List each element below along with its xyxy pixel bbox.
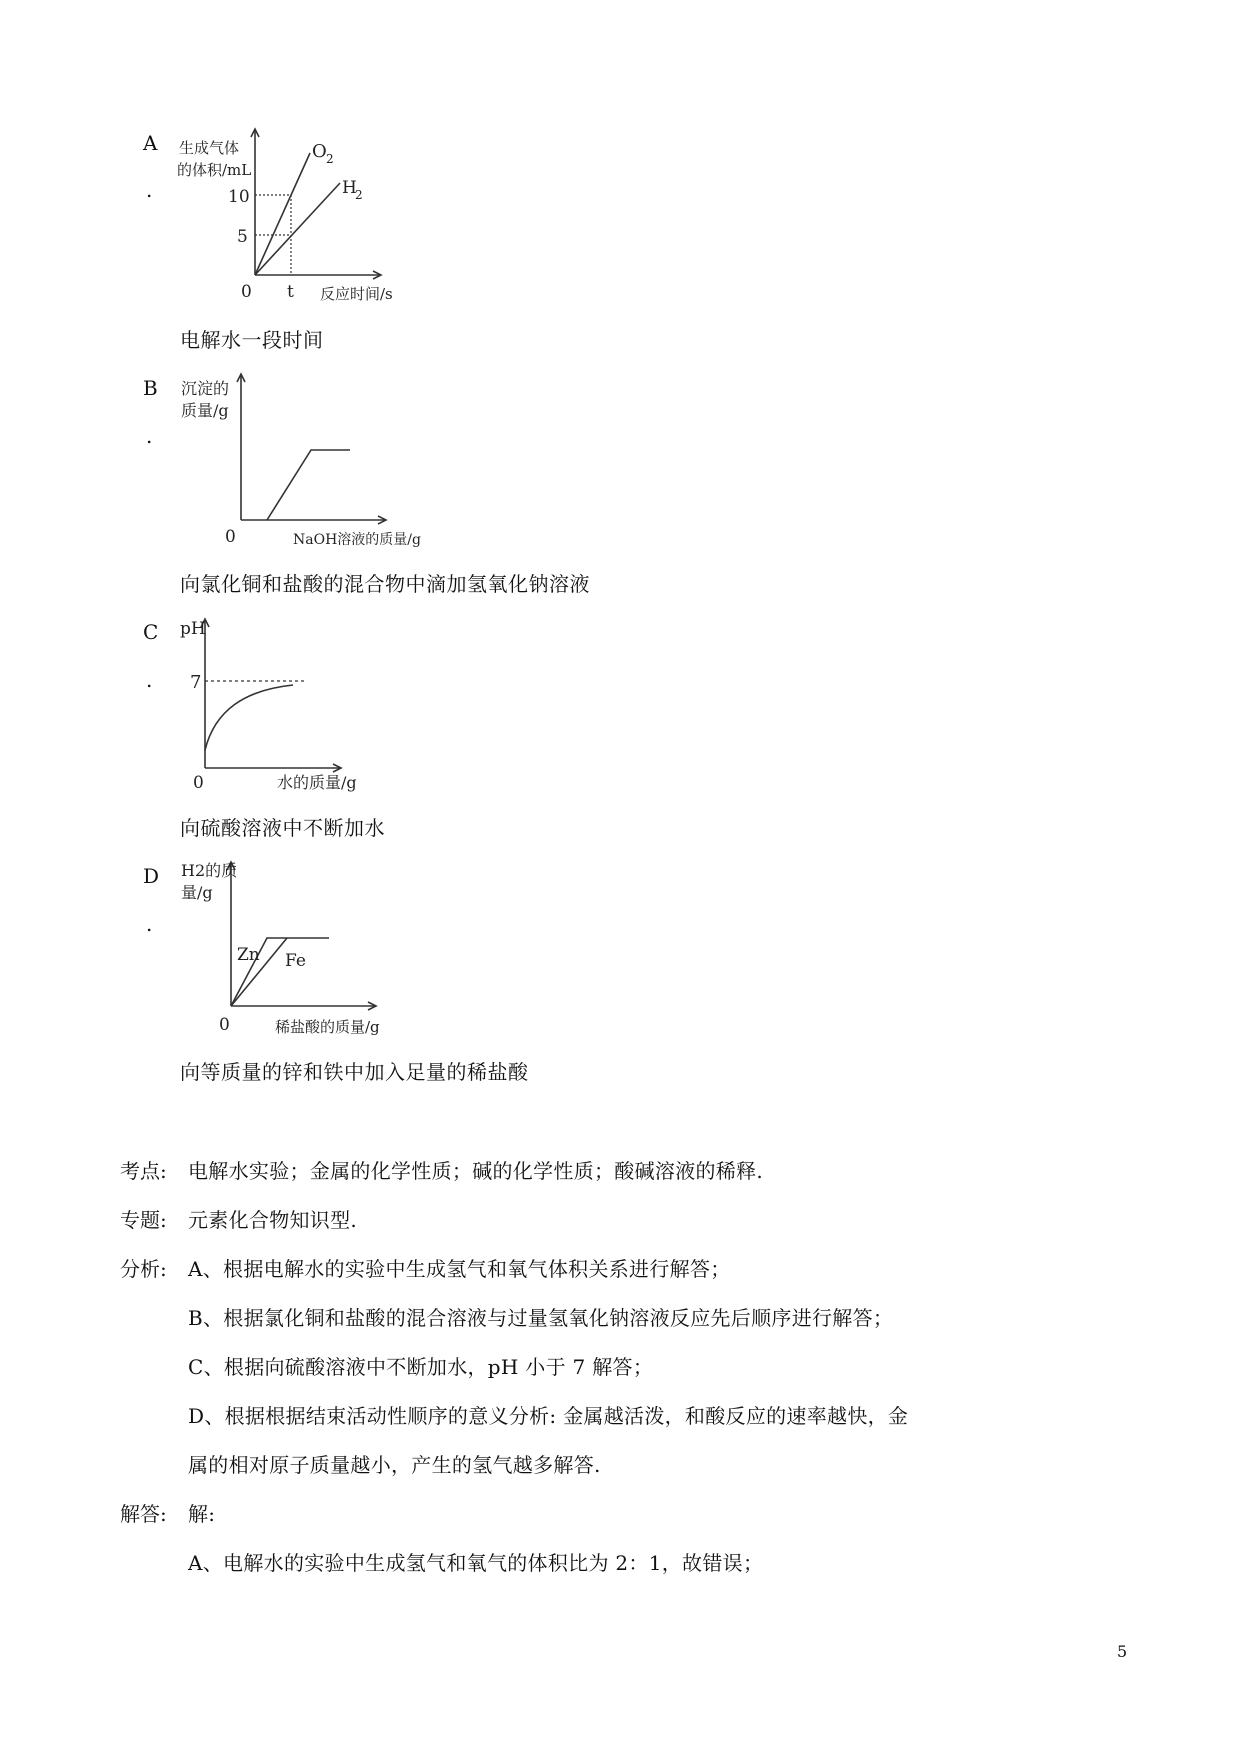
graph-a-h2-subscript: 2 — [355, 188, 363, 202]
graph-b — [175, 370, 425, 554]
jieda-label: 解答: — [120, 1502, 167, 1526]
jieda-line-1: 解: — [188, 1502, 216, 1526]
graph-b-y-label-2: 质量/g — [181, 401, 229, 420]
graph-a-y-label-2: 的体积/mL — [177, 161, 252, 179]
graph-c-y-tick-7: 7 — [190, 672, 202, 693]
kaodian-text: 电解水实验；金属的化学性质；碱的化学性质；酸碱溶液的稀释. — [188, 1159, 764, 1183]
fenxi-label: 分析: — [120, 1257, 167, 1281]
fenxi-line-3: C、根据向硫酸溶液中不断加水，pH 小于 7 解答； — [188, 1355, 654, 1379]
graph-a-o2-subscript: 2 — [326, 152, 334, 166]
option-dot-b: . — [146, 424, 153, 448]
kaodian-label: 考点: — [120, 1159, 167, 1183]
option-letter-d: D — [143, 864, 160, 888]
option-caption-a: 电解水一段时间 — [180, 328, 324, 352]
fenxi-line-2: B、根据氯化铜和盐酸的混合溶液与过量氢氧化钠溶液反应先后顺序进行解答； — [188, 1306, 894, 1330]
fenxi-line-4: D、根据根据结束活动性顺序的意义分析: 金属越活泼，和酸反应的速率越快，金 — [188, 1404, 909, 1428]
graph-c-x-label: 水的质量/g — [277, 773, 357, 792]
graph-a-y-tick-10: 10 — [228, 187, 250, 207]
option-dot-d: . — [146, 912, 153, 936]
option-caption-c: 向硫酸溶液中不断加水 — [180, 816, 385, 840]
graph-d-zn-label: Zn — [237, 945, 260, 965]
graph-a — [175, 125, 405, 311]
graph-c-y-label: pH — [180, 619, 206, 639]
graph-c-origin: 0 — [193, 773, 204, 793]
graph-a-origin: 0 — [241, 282, 252, 302]
graph-d-y-label-1: H2的质 — [181, 861, 238, 880]
option-caption-b: 向氯化铜和盐酸的混合物中滴加氢氧化钠溶液 — [180, 572, 590, 596]
option-letter-c: C — [143, 620, 159, 644]
graph-a-y-label-1: 生成气体 — [179, 139, 240, 157]
graph-d — [175, 858, 395, 1044]
graph-c — [175, 615, 375, 799]
graph-a-y-tick-5: 5 — [237, 227, 248, 247]
option-caption-d: 向等质量的锌和铁中加入足量的稀盐酸 — [180, 1060, 529, 1084]
graph-d-y-label-2: 量/g — [181, 883, 213, 902]
graph-b-x-label: NaOH溶液的质量/g — [293, 532, 421, 548]
graph-a-h2-label: H — [342, 178, 357, 198]
fenxi-line-1: A、根据电解水的实验中生成氢气和氧气体积关系进行解答； — [188, 1257, 731, 1281]
option-letter-b: B — [143, 376, 158, 400]
zhuanti-label: 专题: — [120, 1208, 167, 1232]
graph-a-x-label: 反应时间/s — [320, 285, 393, 303]
graph-b-origin: 0 — [225, 527, 236, 547]
graph-d-x-label: 稀盐酸的质量/g — [275, 1018, 380, 1036]
page-number: 5 — [1117, 1642, 1128, 1661]
zhuanti-text: 元素化合物知识型. — [188, 1208, 358, 1232]
jieda-line-2: A、电解水的实验中生成氢气和氧气的体积比为 2：1，故错误； — [188, 1551, 764, 1575]
option-letter-a: A — [143, 131, 158, 155]
graph-a-x-tick-t: t — [287, 282, 294, 302]
option-dot-c: . — [146, 668, 153, 692]
graph-d-origin: 0 — [219, 1015, 230, 1035]
graph-b-y-label-1: 沉淀的 — [181, 379, 230, 398]
option-dot-a: . — [146, 178, 153, 202]
graph-d-fe-label: Fe — [285, 951, 306, 971]
graph-a-o2-label: O — [312, 141, 327, 162]
fenxi-line-5: 属的相对原子质量越小，产生的氢气越多解答. — [188, 1453, 601, 1477]
